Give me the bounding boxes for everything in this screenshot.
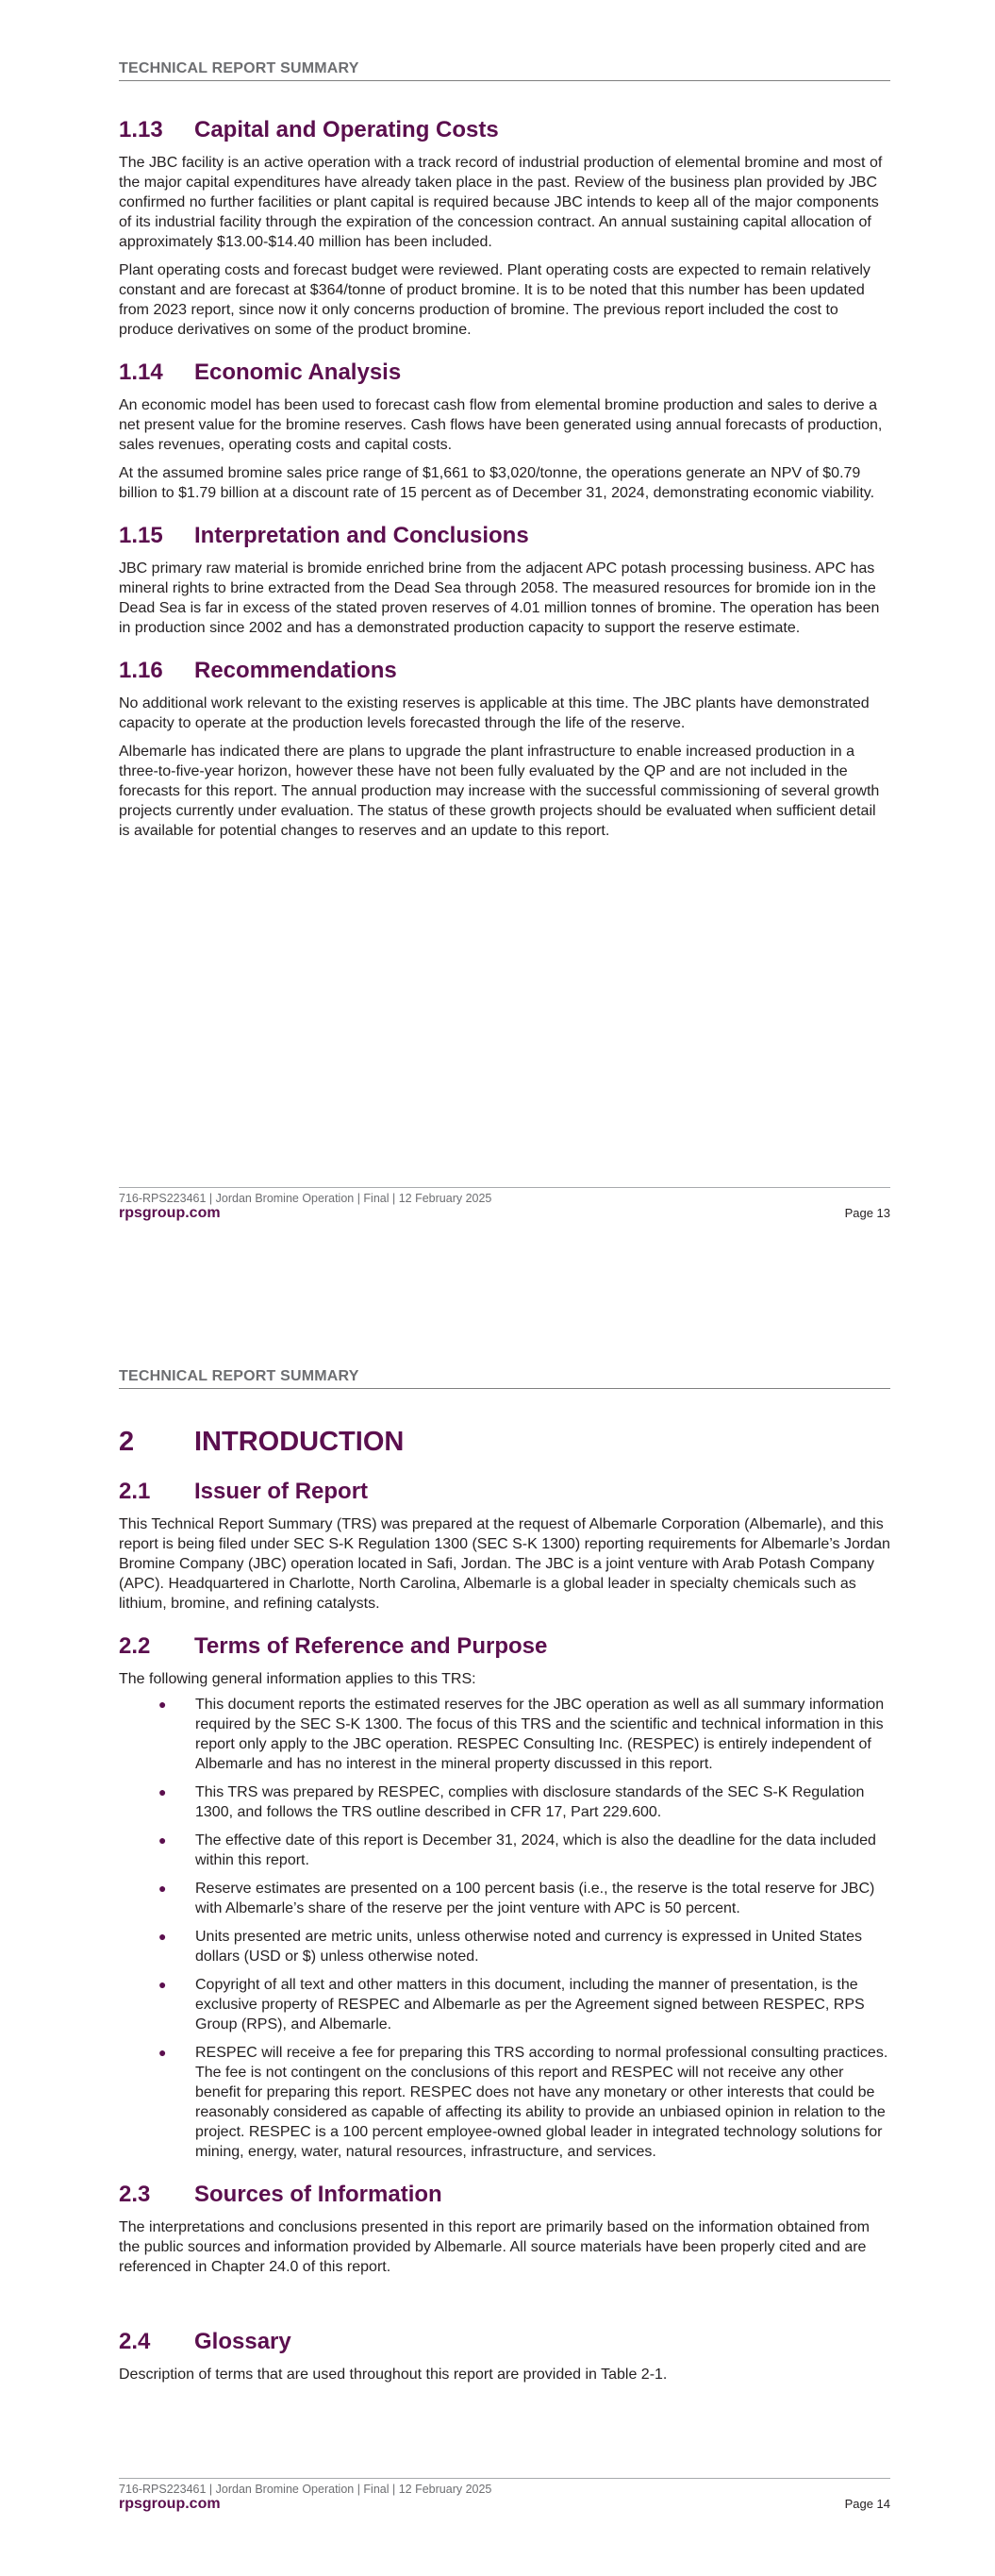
section-heading: 1.16 Recommendations (119, 658, 397, 683)
bullet-icon: ● (158, 1881, 167, 1896)
page-13-content (119, 117, 890, 849)
list-item: ● This document reports the estimated reserves for the JBC operation as well as all summary information required by the SEC S-K 1300. The focus of this TRS and the scientific and technical information in this report only apply to the JBC operation. RESPEC Consulting Inc. (RESPEC) is entirely independent of Albemarle and has no interest in the mineral property discussed in this report. (158, 1697, 885, 1772)
footer-reference: 716-RPS223461 | Jordan Bromine Operation | Final | 12 February 2025 (119, 2483, 492, 2496)
section-2-2 (119, 1633, 890, 2162)
paragraph: Description of terms that are used throughout this report are provided in Table 2-1. (119, 2367, 668, 2383)
paragraph: No additional work relevant to the existing reserves is applicable at this time. The JBC plants have demonstrated capacity to operate at the production levels forecasted through the life of the reserve. (119, 695, 870, 731)
paragraph: Plant operating costs and forecast budget were reviewed. Plant operating costs are expected to remain relatively constant and are forecast at $364/tonne of product bromine. It is to be noted that this number has been updated from 2023 report, since now it only concerns production of bromine. The previous report included the cost to produce derivatives on some of the product bromine. (119, 262, 871, 338)
page-footer (119, 1187, 890, 1222)
paragraph: An economic model has been used to forecast cash flow from elemental bromine production and sales to derive a net present value for the bromine reserves. Cash flows have been generated using annual forecasts of production, sales revenues, operating costs and capital costs. (119, 397, 883, 453)
paragraph: The interpretations and conclusions presented in this report are primarily based on the information obtained from the public sources and information provided by Albemarle. All source materials have been properly cited and are referenced in Chapter 24.0 of this report. (119, 2219, 870, 2275)
section-1-16 (119, 658, 890, 841)
page-footer (119, 2478, 890, 2513)
page-number: Page 13 (844, 1206, 890, 1220)
footer-website-link[interactable]: rpsgroup.com (119, 1205, 221, 1221)
page-14-content (119, 1427, 890, 2393)
section-1-13 (119, 117, 890, 340)
bullet-icon: ● (158, 1832, 167, 1848)
paragraph: JBC primary raw material is bromide enriched brine from the adjacent APC potash processing business. APC has mineral rights to brine extracted from the Dead Sea through 2058. The measured resources for bromide ion in the Dead Sea is far in excess of the stated proven reserves of 4.01 million tonnes of bromine. The operation has been in production since 2002 and has a demonstrated production capacity to support the reserve estimate. (119, 560, 880, 636)
list-item: ● This TRS was prepared by RESPEC, complies with disclosure standards of the SEC S-K Regulation 1300, and follows the TRS outline described in CFR 17, Part 229.600. (158, 1784, 865, 1820)
page-number: Page 14 (844, 2497, 890, 2511)
bullet-icon: ● (158, 1929, 167, 1944)
bullet-icon: ● (158, 2045, 167, 2060)
list-item: ● Reserve estimates are presented on a 100 percent basis (i.e., the reserve is the total reserve for JBC) with Albemarle’s share of the reserve per the joint venture with APC is 50 percent. (158, 1881, 875, 1916)
running-header: TECHNICAL REPORT SUMMARY (119, 1368, 890, 1389)
paragraph: The JBC facility is an active operation with a track record of industrial production of elemental bromine and most of the major capital expenditures have already taken place in the past. Review of the business plan provided by JBC confirmed no further facilities or plant capital is required because JBC intends to keep all of the major components of its industrial facility through the expiration of the concession contract. An annual sustaining capital allocation of approximately $13.00-$14.40 million has been included. (119, 155, 883, 250)
section-heading: 2.1 Issuer of Report (119, 1479, 369, 1504)
section-heading: 1.13 Capital and Operating Costs (119, 117, 499, 142)
section-2-3 (119, 2182, 890, 2277)
footer-website-link[interactable]: rpsgroup.com (119, 2496, 221, 2512)
list-item: ● The effective date of this report is December 31, 2024, which is also the deadline for the data included within this report. (158, 1832, 876, 1868)
paragraph: The following general information applies to this TRS: (119, 1671, 476, 1687)
section-1-15 (119, 523, 890, 638)
list-item: ● Units presented are metric units, unless otherwise noted and currency is expressed in United States dollars (USD or $) unless otherwise noted. (158, 1929, 863, 1965)
bullet-icon: ● (158, 1697, 167, 1712)
list-item: ● Copyright of all text and other matters in this document, including the manner of presentation, is the exclusive property of RESPEC and Albemarle as per the Agreement signed between RESPEC, RPS Group (RPS), and Albemarle. (158, 1977, 865, 2032)
paragraph: This Technical Report Summary (TRS) was prepared at the request of Albemarle Corporation (Albemarle), and this report is being filed under SEC S-K Regulation 1300 (SEC S-K 1300) reporting requirements for Albemarle’s Jordan Bromine Company (JBC) operation located in Safi, Jordan. The JBC is a joint venture with Arab Potash Company (APC). Headquartered in Charlotte, North Carolina, Albemarle is a global leader in specialty chemicals such as lithium, bromine, and refining catalysts. (119, 1516, 890, 1612)
paragraph: Albemarle has indicated there are plans to upgrade the plant infrastructure to enable increased production in a three-to-five-year horizon, however these have not been fully evaluated by the QP and are not included in the forecasts for this report. The annual production may increase with the successful commissioning of several growth projects currently under evaluation. The status of these growth projects should be evaluated when sufficient detail is available for potential changes to reserves and an update to this report. (119, 744, 880, 839)
section-heading: 1.14 Economic Analysis (119, 360, 402, 385)
section-heading: 2.4 Glossary (119, 2329, 291, 2354)
list-item: ● RESPEC will receive a fee for preparing this TRS according to normal professional consulting practices. The fee is not contingent on the conclusions of this report and RESPEC will not receive any other benefit for preparing this report. RESPEC does not have any monetary or other interests that could be reasonably considered as capable of affecting its ability to provide an unbiased opinion in relation to the project. RESPEC is a 100 percent employee-owned global leader in integrated technology solutions for mining, energy, water, natural resources, infrastructure, and services. (158, 2045, 888, 2160)
running-header: TECHNICAL REPORT SUMMARY (119, 60, 890, 81)
page-14 (0, 1293, 995, 2576)
bullet-icon: ● (158, 1977, 167, 1992)
section-1-14 (119, 360, 890, 503)
chapter-heading: 2 INTRODUCTION (119, 1427, 405, 1457)
section-2-4 (119, 2329, 890, 2384)
section-2-1 (119, 1479, 890, 1614)
paragraph: At the assumed bromine sales price range of $1,661 to $3,020/tonne, the operations generate an NPV of $0.79 billion to $1.79 billion at a discount rate of 15 percent as of December 31, 2024, demonstrating economic viability. (119, 465, 875, 501)
section-heading: 2.2 Terms of Reference and Purpose (119, 1633, 548, 1659)
section-heading: 2.3 Sources of Information (119, 2182, 442, 2207)
footer-reference: 716-RPS223461 | Jordan Bromine Operation | Final | 12 February 2025 (119, 1192, 492, 1205)
section-heading: 1.15 Interpretation and Conclusions (119, 523, 529, 548)
bullet-icon: ● (158, 1784, 167, 1799)
bullet-list (119, 1695, 890, 2162)
